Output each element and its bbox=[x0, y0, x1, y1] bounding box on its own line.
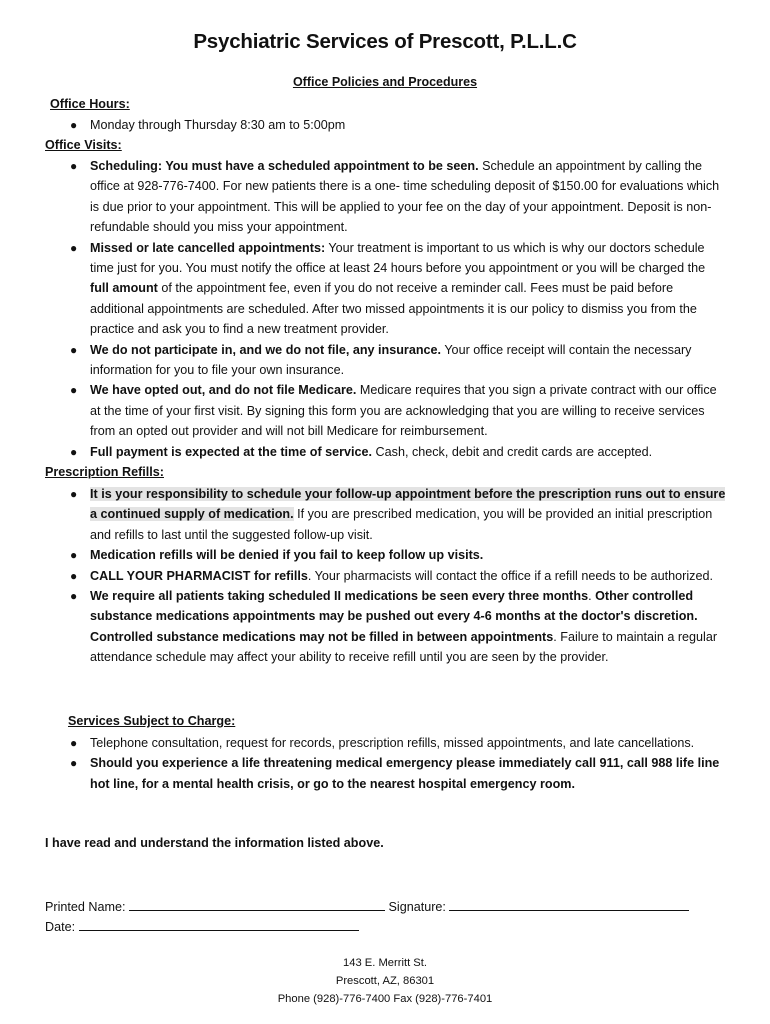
list-item-responsibility: ● It is your responsibility to schedule your follow-up appointment before the prescription runs out to ensure a continued supply of medication. If you are prescribed medication, you will be provided an initial prescription and refills to last until the suggested follow-up visit. bbox=[90, 484, 726, 545]
list-item-pharmacist: ● CALL YOUR PHARMACIST for refills. Your pharmacists will contact the office if a refill needs to be authorized. bbox=[90, 566, 726, 586]
list-item: ● Monday through Thursday 8:30 am to 5:00pm bbox=[90, 115, 730, 135]
charges-heading: Services Subject to Charge: bbox=[68, 714, 236, 728]
footer-street: 143 E. Merritt St. bbox=[343, 957, 427, 969]
bullet-icon: ● bbox=[70, 444, 78, 459]
bullet-icon: ● bbox=[70, 159, 78, 173]
bullet-icon: ● bbox=[70, 736, 78, 750]
bullet-icon: ● bbox=[70, 118, 78, 132]
prescription-refills-list bbox=[70, 484, 726, 668]
list-item-medicare: ● We have opted out, and do not file Medicare. Medicare requires that you sign a private contract with our office at the time of your first visit. By signing this form you are acknowledging that you are willing to receive services from an opted out provider and will not bill Medicare for reimbursement. bbox=[90, 380, 726, 441]
bullet-icon: ● bbox=[70, 568, 78, 583]
prescription-refills-heading: Prescription Refills: bbox=[45, 465, 164, 479]
list-item-scheduling: ● Scheduling: You must have a scheduled appointment to be seen. Schedule an appointment by calling the office at 928-776-7400. For new patients there is a one- time scheduling deposit of $150.00 for evaluations which is due prior to your appointment. This will be applied to your fee on the day of your appointment. Deposit is non-refundable should you miss your appointment. bbox=[90, 156, 726, 238]
bullet-icon: ● bbox=[70, 342, 78, 357]
highlighted-text: It is your responsibility to schedule your follow-up appointment before the prescription runs out to ensure a continued supply of medication. bbox=[90, 487, 726, 522]
document-subtitle: Office Policies and Procedures bbox=[292, 75, 478, 89]
office-visits-heading: Office Visits: bbox=[45, 138, 122, 152]
office-hours-heading: Office Hours: bbox=[50, 97, 130, 111]
footer-address bbox=[0, 954, 770, 1008]
list-item-telephone: ● Telephone consultation, request for records, prescription refills, missed appointments, and late cancellations. bbox=[90, 733, 730, 753]
footer-phone: Phone (928)-776-7400 Fax (928)-776-7401 bbox=[277, 993, 493, 1005]
list-item-insurance: ● We do not participate in, and we do not file, any insurance. Your office receipt will contain the necessary information for you to file your own insurance. bbox=[90, 340, 726, 381]
acknowledgement-text: I have read and understand the information listed above. bbox=[45, 836, 384, 850]
date-label: Date: bbox=[45, 920, 76, 934]
bullet-icon: ● bbox=[70, 548, 78, 563]
signature-label: Signature: bbox=[388, 900, 446, 914]
document-title: Psychiatric Services of Prescott, P.L.L.C bbox=[193, 30, 577, 53]
office-hours-list bbox=[70, 115, 730, 135]
date-field[interactable] bbox=[79, 918, 359, 931]
list-item-schedule2: ● We require all patients taking scheduled II medications be seen every three months. Other controlled substance medications appointments may be pushed out every 4-6 months at the doctor's discretion. Controlled substance medications may not be filled in between appointments. Failure to maintain a regular attendance schedule may affect your ability to receive refill until you are seen by the provider. bbox=[90, 586, 726, 668]
printed-name-field[interactable] bbox=[129, 898, 385, 911]
bullet-icon: ● bbox=[70, 589, 78, 604]
bullet-icon: ● bbox=[70, 240, 78, 255]
date-row bbox=[45, 917, 359, 937]
footer-city: Prescott, AZ, 86301 bbox=[335, 975, 435, 987]
bullet-icon: ● bbox=[70, 383, 78, 398]
printed-name-label: Printed Name: bbox=[45, 900, 126, 914]
charges-list bbox=[70, 733, 730, 794]
list-item-payment: ● Full payment is expected at the time of service. Cash, check, debit and credit cards are accepted. bbox=[90, 442, 726, 462]
list-item-missed: ● Missed or late cancelled appointments: Your treatment is important to us which is why our doctors schedule time just for you. You must notify the office at least 24 hours before you appointment or you will be charged the full amount of the appointment fee, even if you do not receive a reminder call. Fees must be paid before additional appointments are scheduled. After two missed appointments it is our policy to dismiss you from the practice and ask you to find a new treatment provider. bbox=[90, 238, 726, 340]
bullet-icon: ● bbox=[70, 487, 78, 501]
signature-row bbox=[45, 897, 689, 917]
office-visits-list bbox=[70, 156, 726, 462]
list-item-emergency: ● Should you experience a life threatening medical emergency please immediately call 911, call 988 life line hot line, for a mental health crisis, or go to the nearest hospital emergency room. bbox=[90, 753, 730, 794]
signature-field[interactable] bbox=[449, 898, 689, 911]
bullet-icon: ● bbox=[70, 756, 78, 771]
list-item-denied: ● Medication refills will be denied if you fail to keep follow up visits. bbox=[90, 545, 726, 565]
